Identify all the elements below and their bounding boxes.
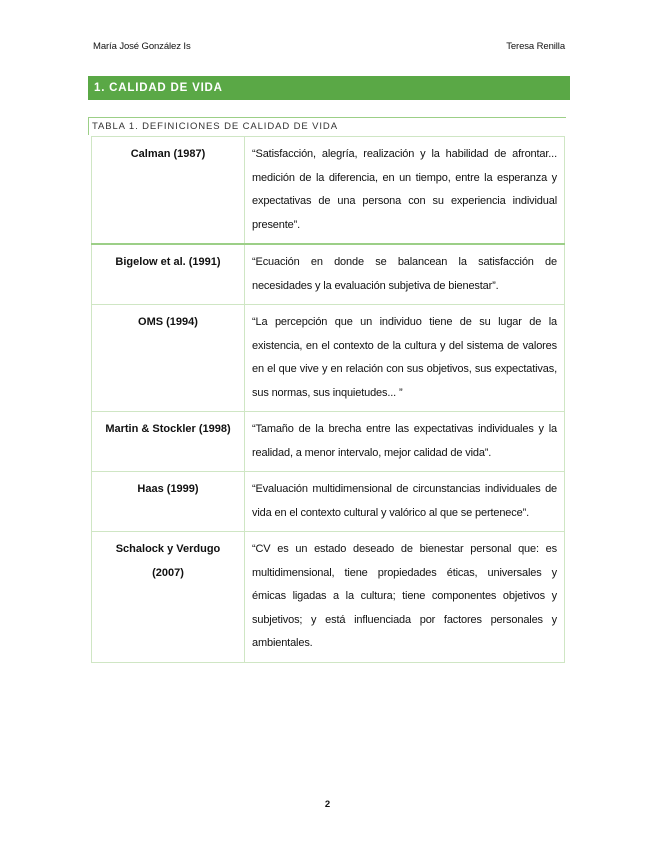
header-author-left: María José González Is: [93, 41, 191, 52]
author-cell: Schalock y Verdugo (2007): [92, 532, 245, 663]
definition-cell: “CV es un estado deseado de bienestar personal que: es multidimensional, tiene propiedades éticas, universales y émicas ligadas a la cultura; tiene componentes objetivos y subjetivos; y está influenciada por factores personales y ambientales.: [245, 532, 565, 663]
definition-cell: “Ecuación en donde se balancean la satisfacción de necesidades y la evaluación subjetiva de bienestar”.: [245, 244, 565, 305]
header-author-right: Teresa Renilla: [506, 41, 565, 52]
definition-cell: “Tamaño de la brecha entre las expectativas individuales y la realidad, a menor intervalo, mejor calidad de vida”.: [245, 412, 565, 472]
definition-cell: “Evaluación multidimensional de circunstancias individuales de vida en el contexto cultural y valórico al que se pertenece”.: [245, 472, 565, 532]
author-cell: OMS (1994): [92, 305, 245, 412]
page-number: 2: [324, 799, 331, 810]
section-heading: 1. CALIDAD DE VIDA: [88, 76, 570, 100]
table-row: [92, 472, 565, 532]
definition-cell: “Satisfacción, alegría, realización y la habilidad de afrontar... medición de la diferencia, en un tiempo, entre la esperanza y expectativas de una persona con su experiencia individual presente”.: [245, 137, 565, 245]
author-cell: Haas (1999): [92, 472, 245, 532]
author-cell: Calman (1987): [92, 137, 245, 245]
definitions-table: [91, 136, 565, 663]
author-cell: Bigelow et al. (1991): [92, 244, 245, 305]
table-caption: TABLA 1. DEFINICIONES DE CALIDAD DE VIDA: [88, 117, 566, 135]
table-row: [92, 137, 565, 245]
table-row: [92, 244, 565, 305]
definition-cell: “La percepción que un individuo tiene de su lugar de la existencia, en el contexto de la cultura y del sistema de valores en el que vive y en relación con sus objetivos, sus expectativas, sus normas, sus inquietudes... ”: [245, 305, 565, 412]
author-cell: Martin & Stockler (1998): [92, 412, 245, 472]
table-row: [92, 532, 565, 663]
table-row: [92, 305, 565, 412]
table-row: [92, 412, 565, 472]
